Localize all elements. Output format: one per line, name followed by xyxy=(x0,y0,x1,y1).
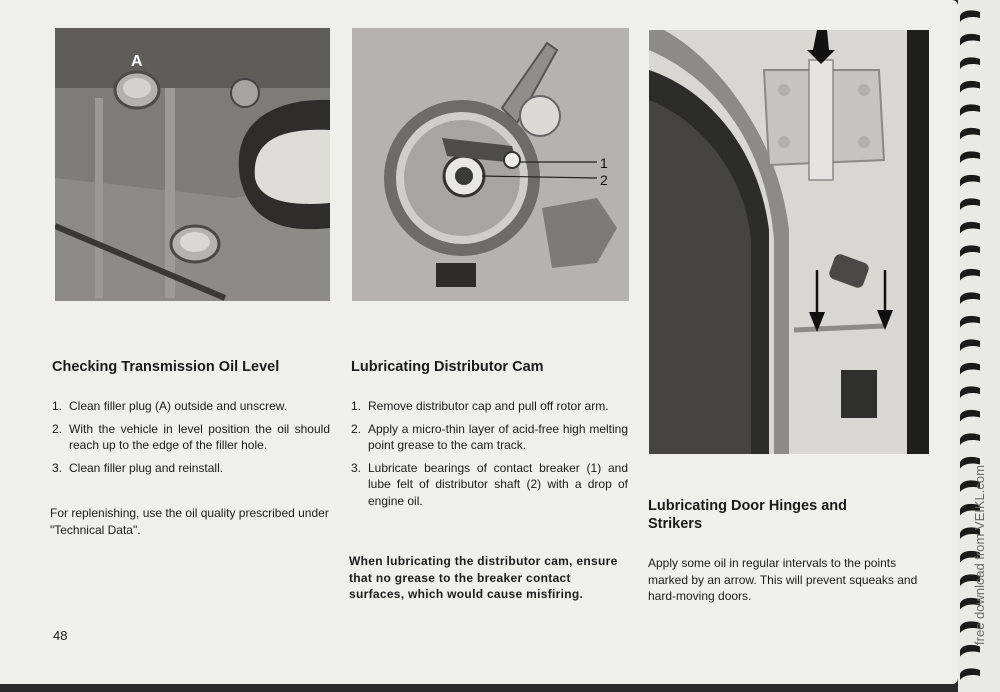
transmission-steps xyxy=(52,398,330,482)
transmission-illustration xyxy=(55,28,330,301)
distributor-illustration xyxy=(352,28,629,301)
list-item: 1. Clean filler plug (A) outside and unscrew. xyxy=(52,399,288,413)
door-hinge-illustration xyxy=(649,30,929,454)
transmission-note: For replenishing, use the oil quality prescribed under "Technical Data". xyxy=(50,506,329,537)
distributor-steps xyxy=(351,398,628,515)
distributor-photo xyxy=(352,28,629,301)
door-hinge-photo xyxy=(649,30,929,454)
distributor-warning: When lubricating the distributor cam, ensure that no grease to the breaker contact surfaces, which would cause misfiring. xyxy=(349,554,618,601)
list-item: 3. Lubricate bearings of contact breaker (1) and lube felt of distributor shaft (2) with a drop of engine oil. xyxy=(351,460,628,508)
watermark-text: free download from VEIKL.com xyxy=(972,465,987,645)
callout-1: 1 xyxy=(600,155,608,171)
photo-label-a: A xyxy=(131,53,143,70)
list-item: 3. Clean filler plug and reinstall. xyxy=(52,460,224,475)
watermark xyxy=(962,390,992,650)
hinges-heading: Lubricating Door Hinges and Strikers xyxy=(648,498,847,532)
list-item: 1. Remove distributor cap and pull off rotor arm. xyxy=(351,399,609,413)
list-item: 2. With the vehicle in level position the oil should reach up to the edge of the filler hole. xyxy=(52,421,330,452)
transmission-photo xyxy=(55,28,330,301)
distributor-heading: Lubricating Distributor Cam xyxy=(351,359,544,375)
callout-2: 2 xyxy=(600,172,608,188)
list-item: 2. Apply a micro-thin layer of acid-free high melting point grease to the cam track. xyxy=(351,421,628,452)
transmission-heading: Checking Transmission Oil Level xyxy=(52,359,280,375)
hinges-text: Apply some oil in regular intervals to the points marked by an arrow. This will prevent squeaks and hard-moving doors. xyxy=(648,556,918,603)
page-number: 48 xyxy=(53,628,68,643)
